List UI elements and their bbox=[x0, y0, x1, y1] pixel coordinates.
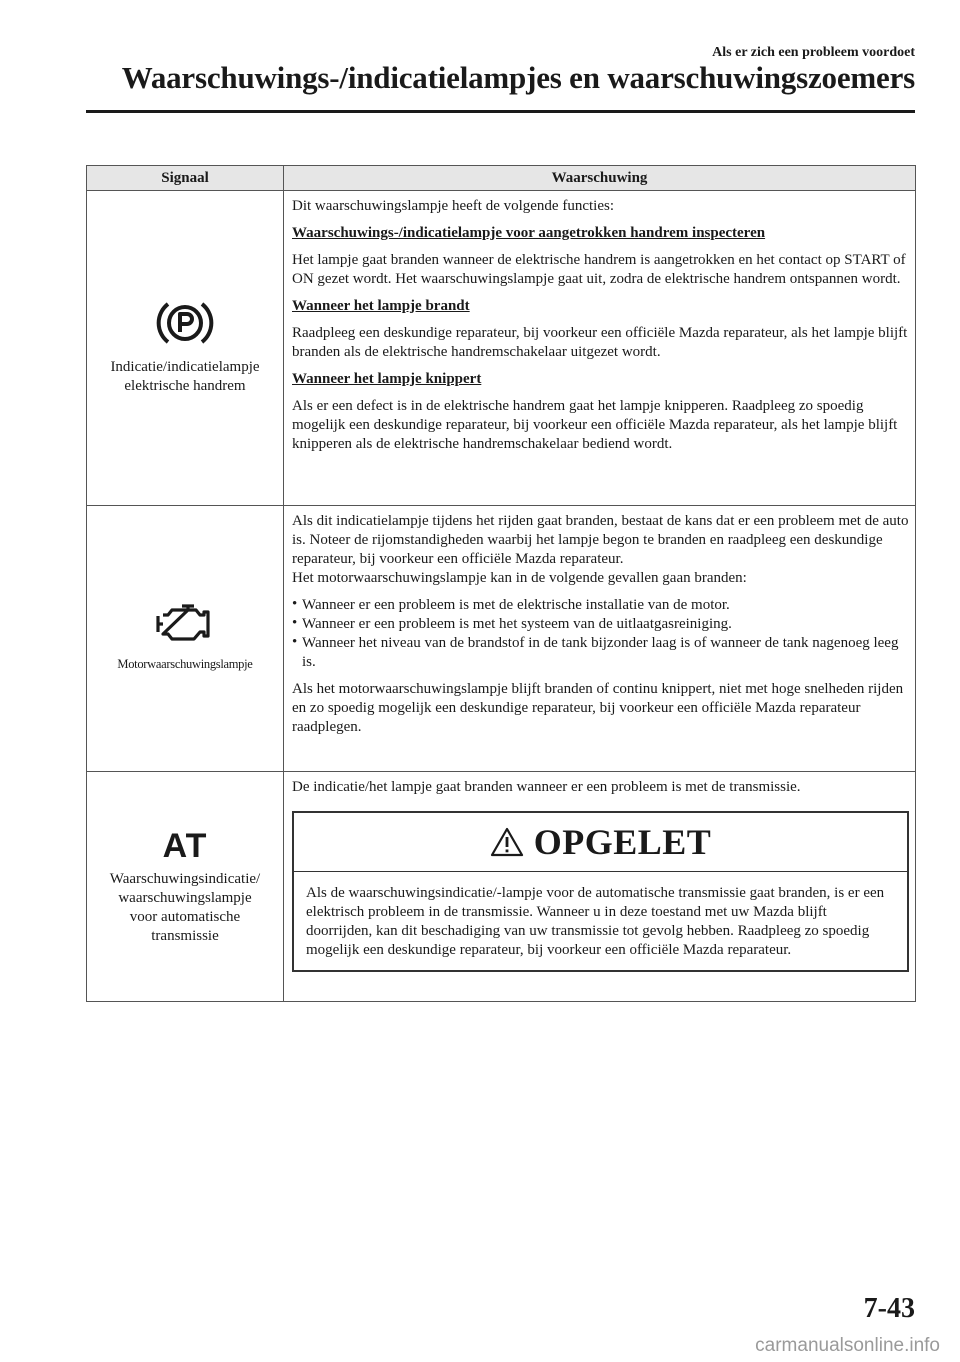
caution-header bbox=[294, 813, 907, 872]
list-item: • Wanneer er een probleem is met het systeem van de uitlaatgasreiniging. bbox=[292, 615, 909, 634]
body-text: De indicatie/het lampje gaat branden wanneer er een probleem is met de transmissie. bbox=[292, 779, 801, 795]
warning-cell bbox=[284, 191, 916, 506]
list-item: • Wanneer het niveau van de brandstof in de tank bijzonder laag is of wanneer de tank nagenoeg leeg is. bbox=[292, 634, 909, 672]
warning-cell bbox=[284, 506, 916, 772]
body-text: Raadpleeg een deskundige reparateur, bij voorkeur een officiële Mazda reparateur, als het lampje blijft branden als de elektrische handremschakelaar uitgezet wordt. bbox=[292, 325, 908, 360]
watermark: carmanualsonline.info bbox=[755, 1335, 940, 1356]
signal-cell bbox=[87, 191, 284, 506]
bullet-list bbox=[292, 596, 909, 672]
section-title: Als er zich een probleem voordoet bbox=[712, 45, 915, 60]
column-header-warning: Waarschuwing bbox=[284, 166, 916, 191]
signal-caption: Motorwaarschuwingslampje bbox=[117, 657, 253, 671]
intro-text: Dit waarschuwingslampje heeft de volgende functies: bbox=[292, 198, 614, 214]
table-row bbox=[87, 772, 916, 1002]
signal-caption: Indicatie/indicatielampje elektrische handrem bbox=[110, 359, 260, 394]
signal-cell bbox=[87, 772, 284, 1002]
warning-lights-table bbox=[86, 165, 916, 1002]
body-text: Het lampje gaat branden wanneer de elektrische handrem is aangetrokken en het contact op START of ON gezet wordt. Het waarschuwingslampje gaat uit, zodra de elektrische handrem ontspannen wordt. bbox=[292, 252, 906, 287]
parking-brake-p-icon bbox=[155, 334, 215, 350]
table-row bbox=[87, 191, 916, 506]
engine-check-icon bbox=[154, 631, 216, 647]
header-rule bbox=[86, 110, 915, 113]
chapter-title: Waarschuwings-/indicatielampjes en waarschuwingszoemers bbox=[121, 60, 915, 95]
signal-caption: Waarschuwingsindicatie/ waarschuwingslampje voor automatische transmissie bbox=[109, 870, 261, 944]
subheading: Wanneer het lampje knippert bbox=[292, 371, 482, 387]
caution-text: Als de waarschuwingsindicatie/-lampje voor de automatische transmissie gaat branden, is er een elektrisch probleem in de transmissie. Wanneer u in deze toestand met uw Mazda blijft doorrijden, kan dit beschadiging van uw transmissie tot gevolg hebben. Raadpleeg zo spoedig mogelijk een deskundige reparateur, bij voorkeur een officiële Mazda reparateur. bbox=[306, 885, 885, 958]
warning-cell bbox=[284, 772, 916, 1002]
list-item: • Wanneer er een probleem is met de elektrische installatie van de motor. bbox=[292, 596, 909, 615]
page-number: 7-43 bbox=[863, 1293, 915, 1324]
table-header-row bbox=[87, 166, 916, 191]
column-header-signal: Signaal bbox=[87, 166, 284, 191]
caution-box bbox=[292, 811, 909, 972]
body-text: Als er een defect is in de elektrische handrem gaat het lampje knipperen. Raadpleeg zo spoedig mogelijk een deskundige reparateur, bij voorkeur een officiële Mazda reparateur, als het lampje blijft knipperen als de elektrische handremschakelaar bediend wordt. bbox=[292, 398, 898, 452]
warning-triangle-icon bbox=[490, 827, 524, 857]
body-text: Als het motorwaarschuwingslampje blijft branden of continu knippert, niet met hoge snelheden rijden en zo spoedig mogelijk een deskundige reparateur, bij voorkeur een officiële Mazda reparateur raadplegen. bbox=[292, 681, 904, 735]
table-row bbox=[87, 506, 916, 772]
body-text: Als dit indicatielampje tijdens het rijden gaat branden, bestaat de kans dat er een probleem met de auto is. Noteer de rijomstandigheden waarbij het lampje begon te branden en raadpleeg een deskundige reparateur, bij voorkeur een officiële Mazda reparateur. Het motorwaarschuwingslampje kan in de volgende gevallen gaan branden: bbox=[292, 513, 909, 586]
at-warning-icon: AT bbox=[162, 826, 208, 865]
subheading: Wanneer het lampje brandt bbox=[292, 298, 470, 314]
caution-title: OPGELET bbox=[533, 821, 712, 862]
subheading: Waarschuwings-/indicatielampje voor aangetrokken handrem inspecteren bbox=[292, 225, 766, 241]
signal-cell bbox=[87, 506, 284, 772]
